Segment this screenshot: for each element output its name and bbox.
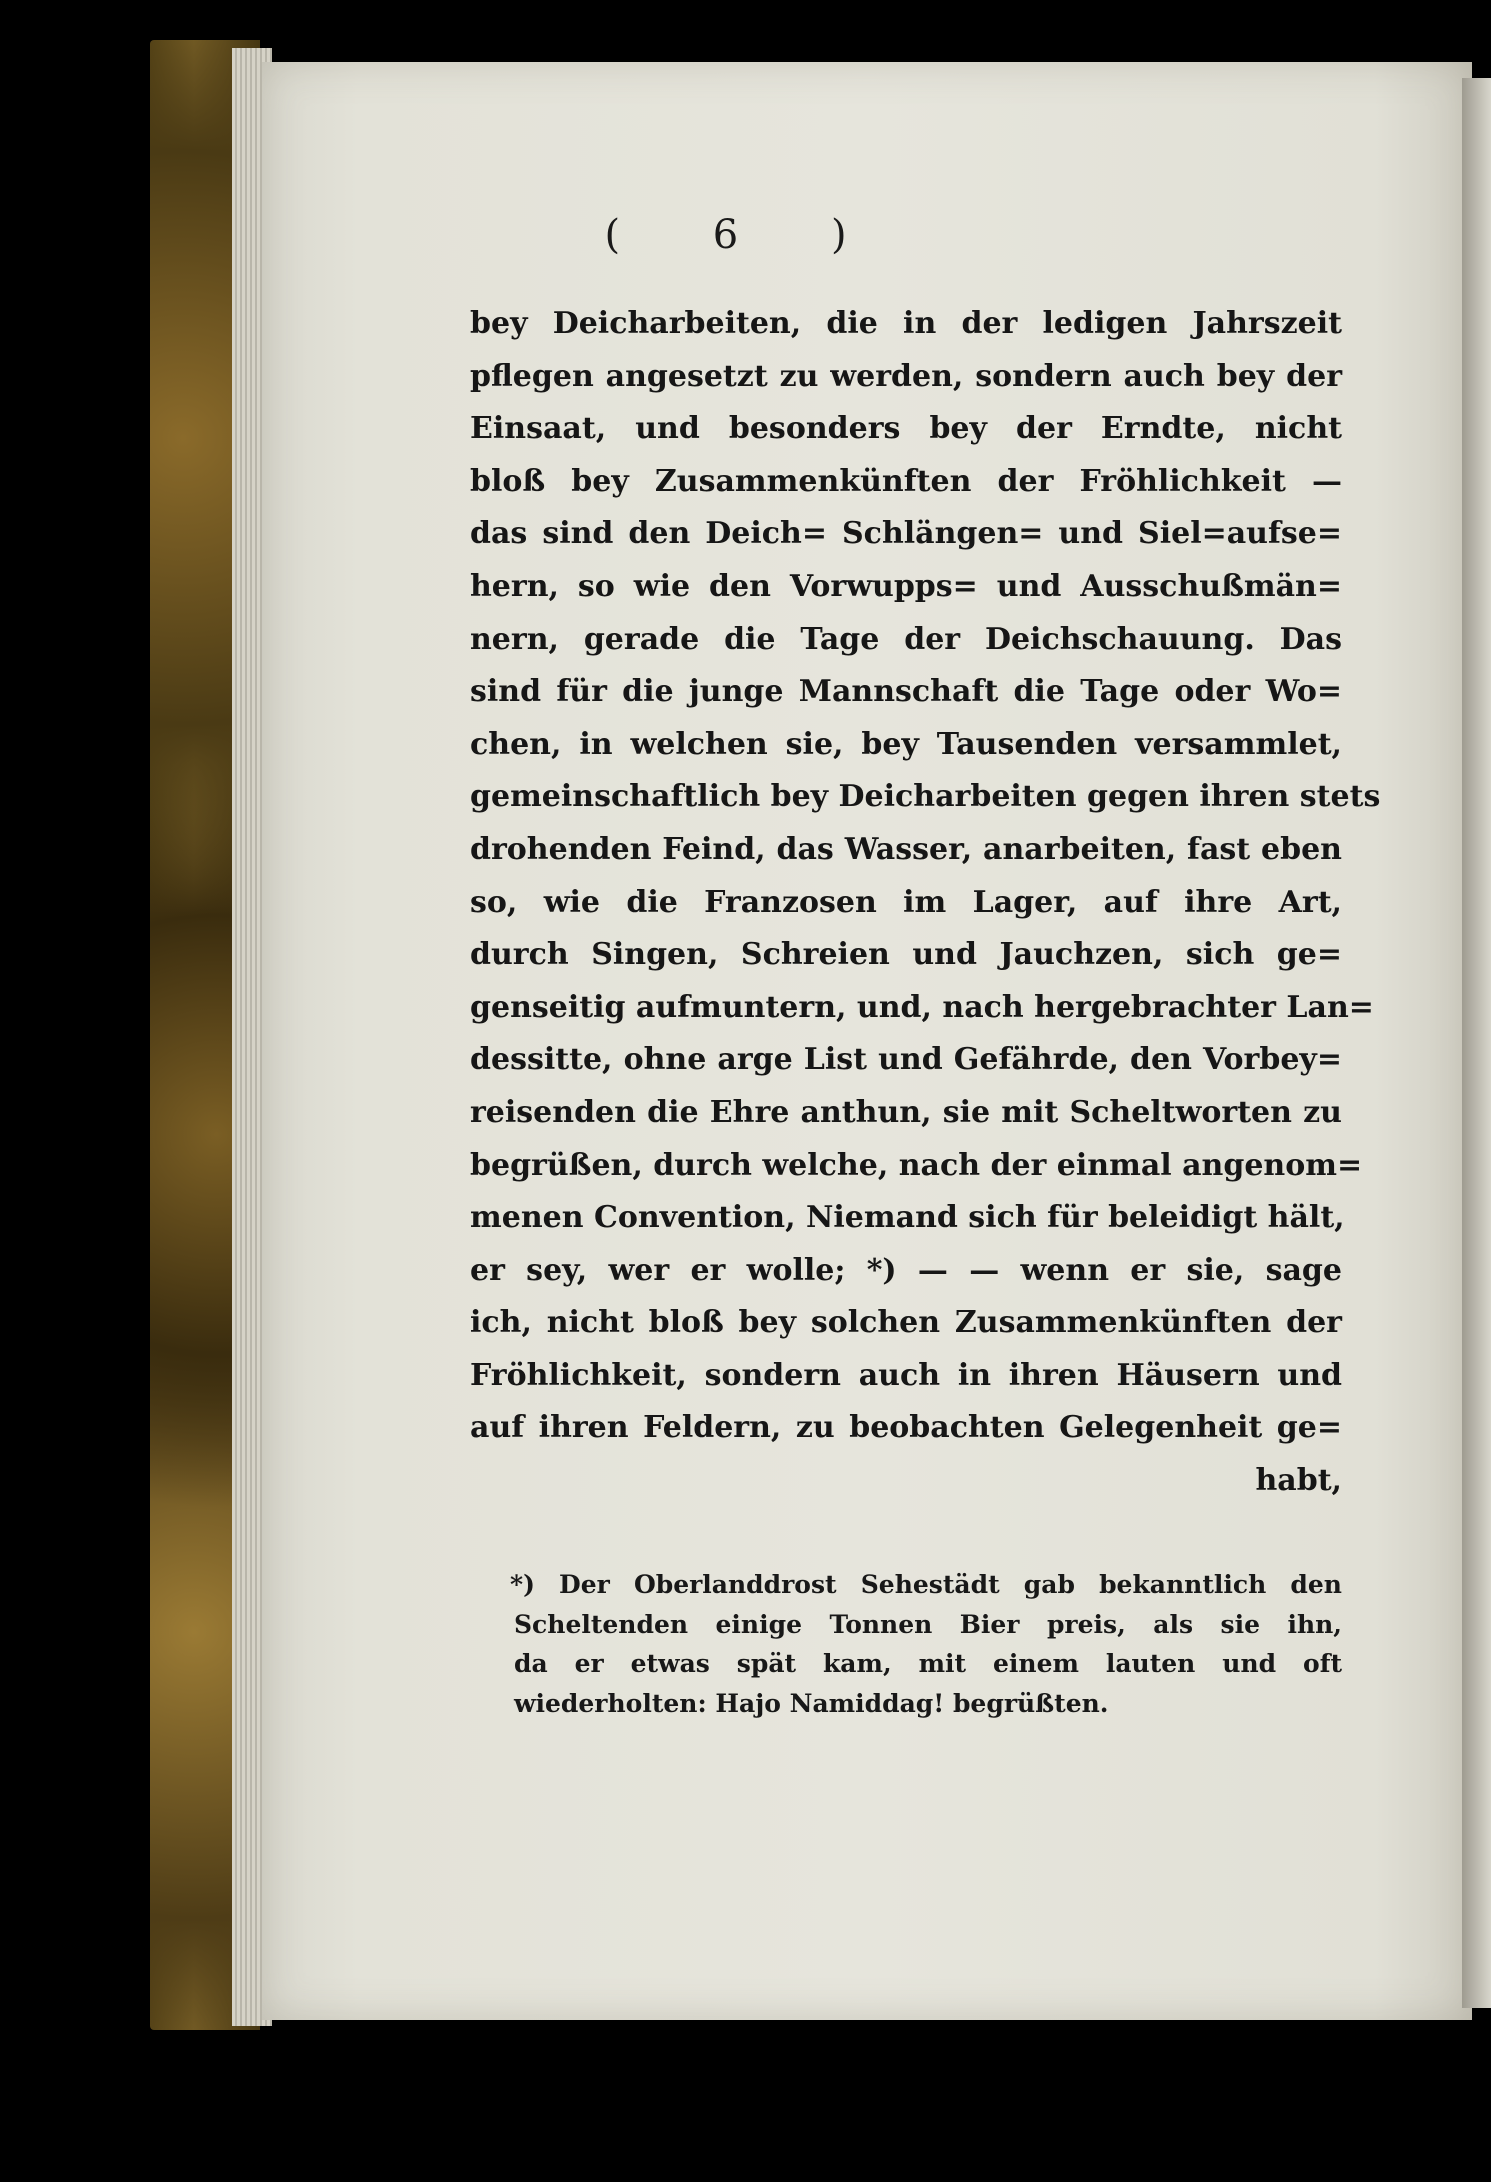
text-line: so, wie die Franzosen im Lager, auf ihre Art, <box>470 884 1342 920</box>
page-number: ( 6 ) <box>604 212 887 258</box>
text-line: auf ihren Feldern, zu beobachten Gelegenheit ge= <box>470 1410 1342 1446</box>
text-line: pflegen angesetzt zu werden, sondern auch bey der <box>470 358 1342 394</box>
body-text <box>470 298 1381 1508</box>
facing-page-edge <box>1462 78 1491 2008</box>
footnote-line: Scheltenden einige Tonnen Bier preis, als sie ihn, <box>514 1609 1342 1639</box>
text-line: ich, nicht bloß bey solchen Zusammenkünften der <box>470 1305 1342 1341</box>
text-line: dessitte, ohne arge List und Gefährde, den Vorbey= <box>470 1042 1342 1078</box>
text-line: bey Deicharbeiten, die in der ledigen Jahrszeit <box>470 306 1342 341</box>
text-line: chen, in welchen sie, bey Tausenden versammlet, <box>470 726 1342 762</box>
text-line: nern, gerade die Tage der Deichschauung. Das <box>470 621 1342 657</box>
text-line: begrüßen, durch welche, nach der einmal angenom= <box>470 1147 1363 1183</box>
footnote-line: da er etwas spät kam, mit einem lauten und oft <box>514 1649 1342 1678</box>
text-line: Fröhlichkeit, sondern auch in ihren Häusern und <box>470 1357 1342 1393</box>
text-line: durch Singen, Schreien und Jauchzen, sich ge= <box>470 937 1342 973</box>
text-line: menen Convention, Niemand sich für beleidigt hält, <box>470 1200 1345 1236</box>
text-line: genseitig aufmuntern, und, nach hergebrachter Lan= <box>470 989 1374 1025</box>
text-line: drohenden Feind, das Wasser, anarbeiten, fast eben <box>470 831 1342 867</box>
footnote-line: wiederholten: Hajo Namiddag! begrüßten. <box>514 1688 1109 1718</box>
text-line: bloß bey Zusammenkünften der Fröhlichkeit — <box>470 463 1342 499</box>
text-line: Einsaat, und besonders bey der Erndte, nicht <box>470 411 1342 447</box>
text-line: hern, so wie den Vorwupps= und Ausschußmän= <box>470 568 1342 604</box>
text-line: gemeinschaftlich bey Deicharbeiten gegen ihren stets <box>470 779 1381 815</box>
text-line: das sind den Deich= Schlängen= und Siel=aufse= <box>470 516 1342 552</box>
text-line: habt, <box>1255 1463 1342 1499</box>
text-line: sind für die junge Mannschaft die Tage oder Wo= <box>470 674 1342 710</box>
footnote <box>510 1565 1342 1723</box>
text-line: er sey, wer er wolle; *) — — wenn er sie, sage <box>470 1252 1342 1288</box>
text-line: reisenden die Ehre anthun, sie mit Scheltworten zu <box>470 1094 1342 1130</box>
footnote-line: *) Der Oberlanddrost Sehestädt gab bekanntlich den <box>510 1570 1342 1599</box>
